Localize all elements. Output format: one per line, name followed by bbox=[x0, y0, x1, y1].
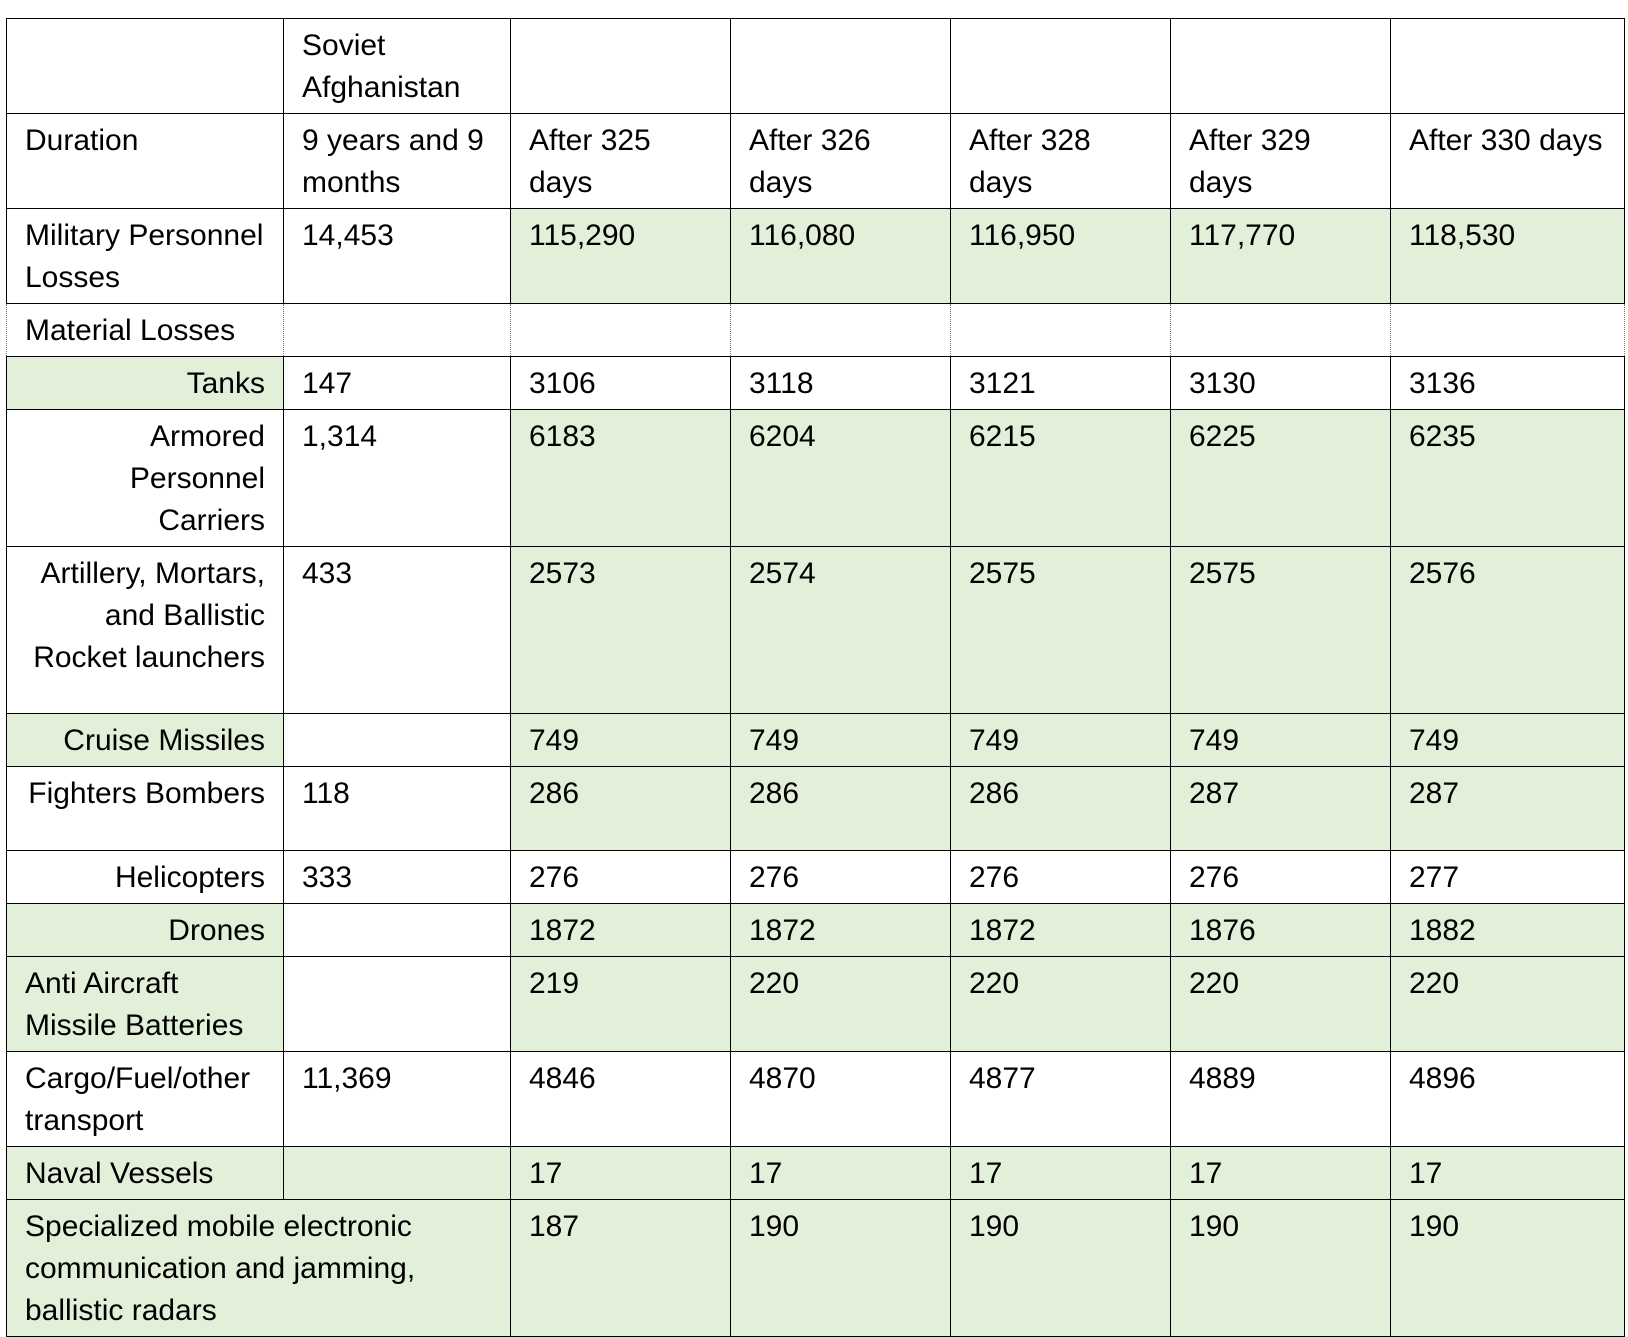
material-row bbox=[7, 767, 1625, 851]
value-cell: 4870 bbox=[731, 1052, 951, 1147]
period-header: After 328 days bbox=[951, 114, 1171, 209]
value-cell: 287 bbox=[1171, 767, 1391, 851]
row-label: Fighters Bombers bbox=[7, 767, 284, 851]
value-cell: 17 bbox=[511, 1147, 731, 1200]
value-cell: 276 bbox=[951, 851, 1171, 904]
value-cell: 219 bbox=[511, 957, 731, 1052]
material-row bbox=[7, 547, 1625, 714]
value-cell: 277 bbox=[1391, 851, 1625, 904]
value-cell: 276 bbox=[511, 851, 731, 904]
value-cell: 286 bbox=[731, 767, 951, 851]
row-label: Military Personnel Losses bbox=[7, 209, 284, 304]
value-cell: 190 bbox=[731, 1200, 951, 1337]
row-label: Cargo/Fuel/other transport bbox=[7, 1052, 284, 1147]
row-label: Tanks bbox=[7, 357, 284, 410]
value-cell: 115,290 bbox=[511, 209, 731, 304]
value-cell: 6225 bbox=[1171, 410, 1391, 547]
soviet-value: 333 bbox=[284, 851, 511, 904]
soviet-value: 433 bbox=[284, 547, 511, 714]
soviet-duration: 9 years and 9 months bbox=[284, 114, 511, 209]
soviet-value bbox=[284, 714, 511, 767]
losses-table bbox=[6, 18, 1625, 1337]
header-row-1 bbox=[7, 19, 1625, 114]
value-cell: 220 bbox=[1171, 957, 1391, 1052]
soviet-value: 14,453 bbox=[284, 209, 511, 304]
value-cell: 116,950 bbox=[951, 209, 1171, 304]
soviet-value: 1,314 bbox=[284, 410, 511, 547]
soviet-value bbox=[284, 957, 511, 1052]
value-cell: 17 bbox=[1171, 1147, 1391, 1200]
period-header: After 326 days bbox=[731, 114, 951, 209]
value-cell: 118,530 bbox=[1391, 209, 1625, 304]
soviet-value: 11,369 bbox=[284, 1052, 511, 1147]
period-header: After 325 days bbox=[511, 114, 731, 209]
value-cell: 220 bbox=[1391, 957, 1625, 1052]
value-cell: 276 bbox=[731, 851, 951, 904]
value-cell: 749 bbox=[1171, 714, 1391, 767]
row-label: Cruise Missiles bbox=[7, 714, 284, 767]
value-cell: 286 bbox=[511, 767, 731, 851]
value-cell: 4896 bbox=[1391, 1052, 1625, 1147]
value-cell: 1872 bbox=[951, 904, 1171, 957]
soviet-value: 147 bbox=[284, 357, 511, 410]
duration-row bbox=[7, 114, 1625, 209]
value-cell: 3136 bbox=[1391, 357, 1625, 410]
soviet-value bbox=[284, 1147, 511, 1200]
value-cell: 187 bbox=[511, 1200, 731, 1337]
value-cell: 1872 bbox=[731, 904, 951, 957]
material-losses-label: Material Losses bbox=[7, 304, 284, 357]
value-cell: 2576 bbox=[1391, 547, 1625, 714]
value-cell: 6204 bbox=[731, 410, 951, 547]
value-cell: 276 bbox=[1171, 851, 1391, 904]
value-cell: 17 bbox=[731, 1147, 951, 1200]
material-row bbox=[7, 851, 1625, 904]
personnel-row bbox=[7, 209, 1625, 304]
period-header: After 329 days bbox=[1171, 114, 1391, 209]
value-cell: 749 bbox=[1391, 714, 1625, 767]
blank-header-cell bbox=[7, 19, 284, 114]
value-cell: 6183 bbox=[511, 410, 731, 547]
specialized-row bbox=[7, 1200, 1625, 1337]
value-cell: 6235 bbox=[1391, 410, 1625, 547]
material-losses-row bbox=[7, 304, 1625, 357]
material-row bbox=[7, 357, 1625, 410]
material-row bbox=[7, 410, 1625, 547]
value-cell: 1882 bbox=[1391, 904, 1625, 957]
row-label: Armored Personnel Carriers bbox=[7, 410, 284, 547]
value-cell: 17 bbox=[1391, 1147, 1625, 1200]
value-cell: 3121 bbox=[951, 357, 1171, 410]
value-cell: 6215 bbox=[951, 410, 1171, 547]
material-row bbox=[7, 1147, 1625, 1200]
period-header: After 330 days bbox=[1391, 114, 1625, 209]
value-cell: 2573 bbox=[511, 547, 731, 714]
material-row bbox=[7, 904, 1625, 957]
value-cell: 1872 bbox=[511, 904, 731, 957]
value-cell: 2574 bbox=[731, 547, 951, 714]
value-cell: 220 bbox=[731, 957, 951, 1052]
value-cell: 1876 bbox=[1171, 904, 1391, 957]
value-cell: 2575 bbox=[951, 547, 1171, 714]
value-cell: 190 bbox=[1391, 1200, 1625, 1337]
value-cell: 4889 bbox=[1171, 1052, 1391, 1147]
row-label: Naval Vessels bbox=[7, 1147, 284, 1200]
value-cell: 116,080 bbox=[731, 209, 951, 304]
row-label: Artillery, Mortars, and Ballistic Rocket launchers bbox=[7, 547, 284, 714]
row-label: Helicopters bbox=[7, 851, 284, 904]
value-cell: 3118 bbox=[731, 357, 951, 410]
value-cell: 3106 bbox=[511, 357, 731, 410]
value-cell: 220 bbox=[951, 957, 1171, 1052]
row-label: Anti Aircraft Missile Batteries bbox=[7, 957, 284, 1052]
value-cell: 3130 bbox=[1171, 357, 1391, 410]
material-rows bbox=[7, 357, 1625, 1200]
value-cell: 287 bbox=[1391, 767, 1625, 851]
value-cell: 2575 bbox=[1171, 547, 1391, 714]
value-cell: 749 bbox=[731, 714, 951, 767]
soviet-value: 118 bbox=[284, 767, 511, 851]
material-row bbox=[7, 1052, 1625, 1147]
value-cell: 749 bbox=[511, 714, 731, 767]
value-cell: 190 bbox=[951, 1200, 1171, 1337]
value-cell: 117,770 bbox=[1171, 209, 1391, 304]
row-label: Drones bbox=[7, 904, 284, 957]
value-cell: 286 bbox=[951, 767, 1171, 851]
value-cell: 190 bbox=[1171, 1200, 1391, 1337]
value-cell: 17 bbox=[951, 1147, 1171, 1200]
value-cell: 4877 bbox=[951, 1052, 1171, 1147]
duration-label: Duration bbox=[7, 114, 284, 209]
soviet-header: Soviet Afghanistan bbox=[284, 19, 511, 114]
material-row bbox=[7, 957, 1625, 1052]
soviet-value bbox=[284, 904, 511, 957]
value-cell: 4846 bbox=[511, 1052, 731, 1147]
row-label: Specialized mobile electronic communication and jamming, ballistic radars bbox=[7, 1200, 511, 1337]
material-row bbox=[7, 714, 1625, 767]
value-cell: 749 bbox=[951, 714, 1171, 767]
